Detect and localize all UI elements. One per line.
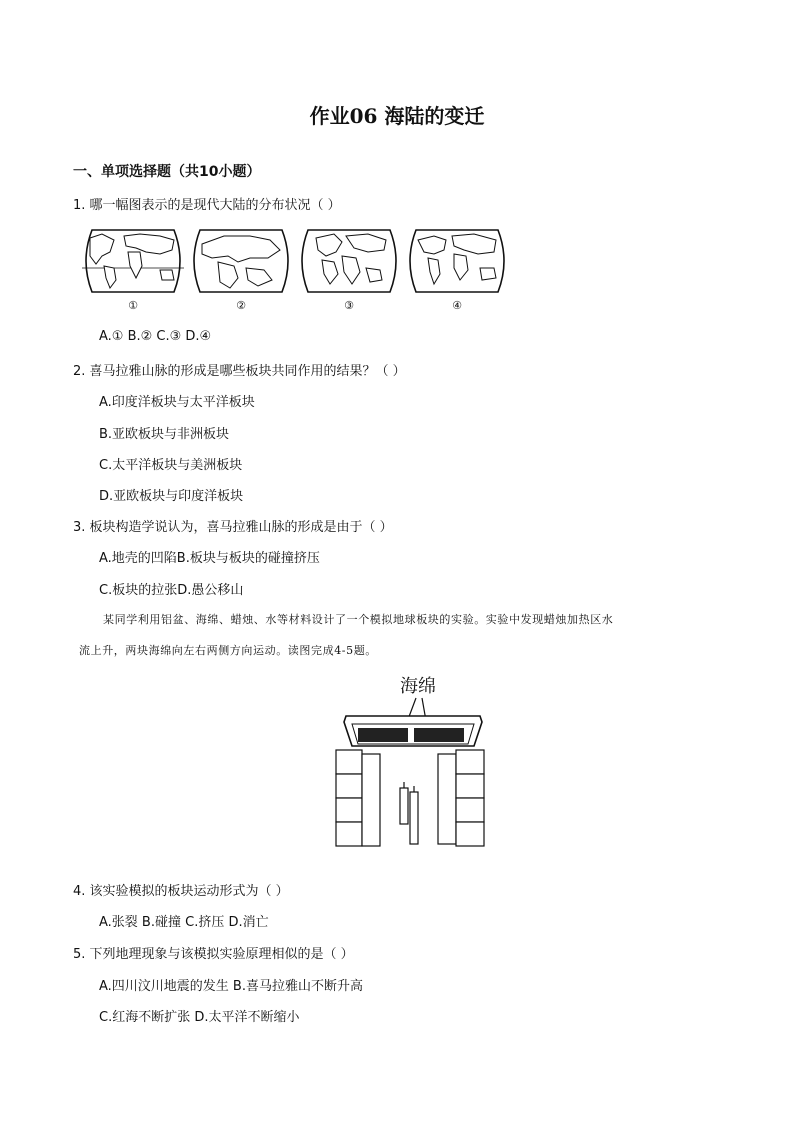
question-4-options: A.张裂 B.碰撞 C.挤压 D.消亡 <box>99 915 269 930</box>
question-3-text: 3. 板块构造学说认为，喜马拉雅山脉的形成是由于（ ） <box>73 520 393 535</box>
map-label-4: ④ <box>452 299 462 312</box>
question-2-option-d: D.亚欧板块与印度洋板块 <box>99 489 244 504</box>
question-3-options-line2: C.板块的拉张D.愚公移山 <box>99 583 244 598</box>
question-5-text: 5. 下列地理现象与该模拟实验原理相似的是（ ） <box>73 947 354 962</box>
experiment-paragraph-line1: 某同学利用铝盆、海绵、蜡烛、水等材料设计了一个模拟地球板块的实验。实验中发现蜡烛加热区水 <box>103 613 614 626</box>
world-map-3 <box>296 228 402 294</box>
world-map-1 <box>80 228 186 294</box>
question-5-options-line1: A.四川汶川地震的发生 B.喜马拉雅山不断升高 <box>99 979 363 994</box>
question-2-option-b: B.亚欧板块与非洲板块 <box>99 427 230 442</box>
question-5-options-line2: C.红海不断扩张 D.太平洋不断缩小 <box>99 1010 300 1025</box>
map-label-1: ① <box>128 299 138 312</box>
world-map-2 <box>188 228 294 294</box>
world-map-4 <box>404 228 510 294</box>
section-heading: 一、单项选择题（共10小题） <box>73 164 261 180</box>
map-label-3: ③ <box>344 299 354 312</box>
map-label-2: ② <box>236 299 246 312</box>
question-1-options: A.① B.② C.③ D.④ <box>99 329 212 344</box>
page-title: 作业06 海陆的变迁 <box>309 104 485 128</box>
question-3-options-line1: A.地壳的凹陷B.板块与板块的碰撞挤压 <box>99 551 320 566</box>
experiment-figure <box>330 668 492 864</box>
question-2-option-a: A.印度洋板块与太平洋板块 <box>99 395 255 410</box>
sponge-label: 海绵 <box>400 676 436 697</box>
question-1-text: 1. 哪一幅图表示的是现代大陆的分布状况（ ） <box>73 198 341 213</box>
question-4-text: 4. 该实验模拟的板块运动形式为（ ） <box>73 884 289 899</box>
experiment-paragraph-line2: 流上升，两块海绵向左右两侧方向运动。读图完成4-5题。 <box>79 644 377 657</box>
question-2-option-c: C.太平洋板块与美洲板块 <box>99 458 243 473</box>
question-2-text: 2. 喜马拉雅山脉的形成是哪些板块共同作用的结果？（ ） <box>73 364 406 379</box>
